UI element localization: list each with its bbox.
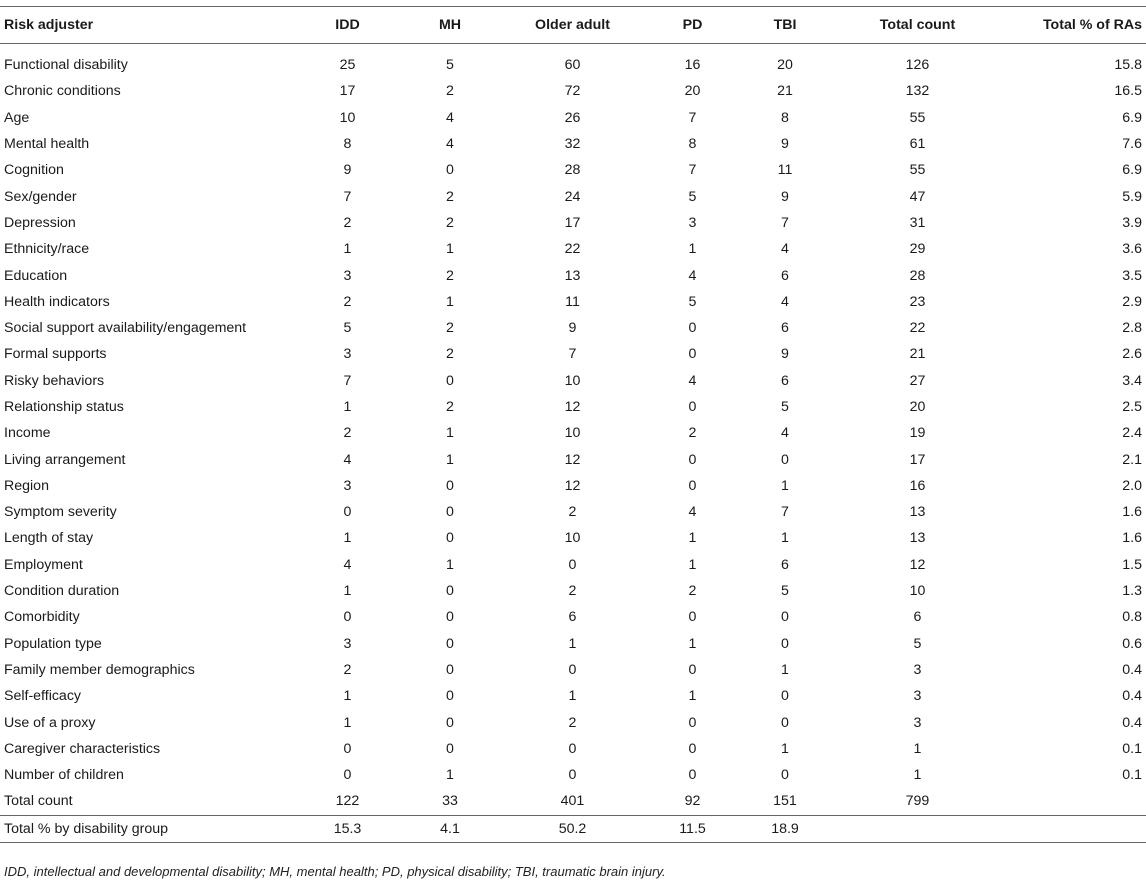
table-row	[0, 368, 1146, 394]
table-cell: 0	[446, 688, 454, 705]
table-cell: 31	[909, 214, 926, 231]
table-cell: 0	[781, 635, 789, 652]
table-cell: 20	[909, 399, 926, 415]
table-row	[0, 394, 1146, 420]
row-label: Total % by disability group	[4, 820, 169, 837]
table-cell: 0.4	[1122, 714, 1142, 731]
table-cell: 2.5	[1122, 399, 1142, 415]
table-cell: 5.9	[1122, 188, 1142, 205]
table-cell: 401	[560, 793, 585, 810]
table-cell: 4	[688, 372, 697, 389]
table-cell: 92	[684, 793, 701, 810]
table-cell: 0	[568, 740, 577, 757]
row-label: Self-efficacy	[4, 688, 82, 705]
table-cell	[835, 815, 1000, 842]
table-cell: 7	[568, 346, 577, 363]
table-cell: 0	[446, 583, 454, 600]
row-label: Ethnicity/race	[4, 241, 90, 258]
table-cell: 0	[688, 661, 697, 678]
table-cell: 3.6	[1122, 241, 1142, 258]
table-cell: 0	[688, 346, 697, 363]
table-cell: 122	[335, 793, 360, 810]
table-cell: 25	[339, 57, 356, 74]
table-cell: 32	[564, 136, 581, 153]
table-cell: 4	[343, 556, 352, 573]
table-cell: 0	[568, 556, 577, 573]
table-cell: 1	[446, 425, 454, 442]
table-cell: 4.1	[440, 820, 460, 837]
table-cell: 26	[564, 109, 581, 126]
table-cell: 6	[781, 556, 789, 573]
table-cell: 1	[781, 661, 789, 678]
table-cell: 0.6	[1122, 635, 1142, 652]
table-cell: 0	[688, 451, 697, 468]
table-cell: 0	[446, 740, 454, 757]
table-cell: 0	[688, 320, 697, 337]
table-cell: 1	[781, 530, 789, 547]
table-row	[0, 499, 1146, 525]
row-label: Risky behaviors	[4, 372, 105, 389]
table-row	[0, 44, 1146, 79]
table-cell: 1	[343, 530, 352, 547]
row-label: Employment	[4, 556, 83, 573]
row-label: Number of children	[4, 767, 124, 784]
table-cell: 1	[568, 635, 577, 652]
row-label: Age	[4, 109, 30, 126]
table-row	[0, 315, 1146, 341]
table-cell: 1	[343, 688, 352, 705]
table-cell: 7	[343, 372, 352, 389]
table-row	[0, 289, 1146, 315]
table-cell: 1.5	[1122, 556, 1142, 573]
row-label: Income	[4, 425, 51, 442]
table-row	[0, 183, 1146, 209]
table-cell: 1	[343, 583, 352, 600]
table-cell: 0	[781, 688, 789, 705]
table-cell: 0	[688, 399, 697, 415]
table-row	[0, 236, 1146, 262]
table-cell: 4	[343, 451, 352, 468]
table-cell: 11	[777, 162, 793, 179]
table-cell: 0	[688, 609, 697, 626]
table-cell: 28	[564, 162, 581, 179]
table-cell: 16.5	[1114, 83, 1142, 100]
table-cell: 7.6	[1122, 136, 1142, 153]
row-label: Length of stay	[4, 530, 94, 547]
table-row	[0, 815, 1146, 842]
table-cell: 0.8	[1122, 609, 1142, 626]
table-cell: 0	[688, 714, 697, 731]
table-cell: 50.2	[558, 820, 587, 837]
table-cell: 2	[446, 188, 454, 205]
table-cell: 2.1	[1122, 451, 1142, 468]
table-cell: 13	[564, 267, 581, 284]
table-cell: 1	[568, 688, 577, 705]
table-cell: 2.8	[1122, 320, 1142, 337]
row-label: Education	[4, 267, 68, 284]
table-cell: 9	[781, 346, 789, 363]
table-cell: 6.9	[1122, 109, 1142, 126]
table-cell: 0	[343, 740, 352, 757]
table-cell: 4	[688, 504, 697, 521]
table-cell: 1	[781, 477, 789, 494]
table-cell: 0	[568, 661, 577, 678]
table-cell: 13	[909, 504, 926, 521]
table-row	[0, 420, 1146, 446]
table-cell: 3	[343, 477, 352, 494]
row-label: Population type	[4, 635, 102, 652]
table-cell: 15.8	[1114, 57, 1142, 74]
column-header: TBI	[773, 17, 797, 33]
table-cell: 1	[913, 767, 922, 784]
table-cell: 0	[446, 477, 454, 494]
table-cell: 33	[442, 793, 458, 810]
table-cell: 151	[773, 793, 797, 810]
row-label: Comorbidity	[4, 609, 80, 626]
table-cell: 19	[909, 425, 926, 442]
table-cell: 23	[909, 293, 926, 310]
column-header: PD	[682, 17, 703, 33]
table-cell: 21	[909, 346, 926, 363]
table-cell: 0	[343, 767, 352, 784]
table-cell: 17	[909, 451, 926, 468]
table-cell: 0	[781, 609, 789, 626]
table-cell: 0	[446, 162, 454, 179]
table-cell: 47	[909, 188, 926, 205]
row-label: Health indicators	[4, 293, 110, 310]
table-cell: 2	[343, 661, 352, 678]
table-cell: 5	[688, 293, 697, 310]
table-cell: 9	[781, 188, 789, 205]
table-cell: 11	[565, 293, 580, 310]
table-cell: 3	[688, 214, 697, 231]
table-cell: 29	[909, 241, 926, 258]
table-cell: 1	[446, 556, 454, 573]
row-label: Formal supports	[4, 346, 107, 363]
table-cell: 1.6	[1122, 504, 1142, 521]
table-row	[0, 736, 1146, 762]
table-cell: 2	[343, 293, 352, 310]
table-cell: 3	[913, 714, 922, 731]
table-cell	[1000, 815, 1146, 842]
table-cell: 1	[446, 241, 454, 258]
table-row	[0, 631, 1146, 657]
table-cell: 0.1	[1122, 767, 1142, 784]
table-cell: 3.5	[1122, 267, 1142, 284]
table-cell: 24	[564, 188, 581, 205]
table-cell: 8	[781, 109, 789, 126]
table-cell: 2	[446, 83, 454, 100]
table-cell: 3	[343, 346, 352, 363]
table-cell: 0	[781, 714, 789, 731]
table-cell: 7	[688, 109, 697, 126]
table-cell: 15.3	[333, 820, 362, 837]
table-cell: 2	[343, 214, 352, 231]
column-header: Total count	[879, 17, 956, 33]
row-label: Family member demographics	[4, 661, 195, 678]
row-label: Symptom severity	[4, 504, 117, 521]
table-footnote: IDD, intellectual and developmental disability; MH, mental health; PD, physical disability; TBI, traumatic brain injury.	[4, 864, 666, 879]
table-cell: 55	[909, 109, 926, 126]
table-cell: 4	[781, 293, 789, 310]
table-cell: 10	[909, 583, 926, 600]
table-cell: 6	[568, 609, 577, 626]
table-cell: 0	[781, 767, 789, 784]
table-cell: 2	[568, 504, 577, 521]
table-row	[0, 525, 1146, 551]
table-cell: 60	[564, 57, 581, 74]
table-cell: 1.6	[1122, 530, 1142, 547]
table-row	[0, 788, 1146, 815]
row-label: Condition duration	[4, 583, 120, 600]
column-header: Risk adjuster	[4, 17, 94, 33]
table-cell: 27	[909, 372, 926, 389]
table-cell: 0	[688, 740, 697, 757]
row-label: Functional disability	[4, 57, 128, 74]
table-row	[0, 446, 1146, 472]
table-cell: 1	[688, 241, 697, 258]
table-cell: 16	[684, 57, 701, 74]
row-label: Cognition	[4, 162, 64, 179]
table-cell: 55	[909, 162, 926, 179]
table-cell: 22	[564, 241, 581, 258]
table-cell: 5	[446, 57, 454, 74]
row-label: Living arrangement	[4, 451, 126, 468]
table-row	[0, 210, 1146, 236]
table-cell: 1	[343, 241, 352, 258]
table-cell: 2	[568, 583, 577, 600]
table-cell: 17	[339, 83, 356, 100]
table-cell: 20	[777, 57, 793, 74]
table-cell: 2.9	[1122, 293, 1142, 310]
table-cell: 6	[781, 372, 789, 389]
table-row	[0, 683, 1146, 709]
row-label: Sex/gender	[4, 188, 77, 205]
column-header: MH	[438, 17, 462, 33]
table-cell: 6.9	[1122, 162, 1142, 179]
table-cell: 7	[781, 214, 789, 231]
table-cell: 2	[446, 346, 454, 363]
table-cell: 0.4	[1122, 688, 1142, 705]
table-cell: 9	[343, 162, 352, 179]
table-cell: 5	[343, 320, 352, 337]
table-cell: 2	[688, 583, 697, 600]
column-header: Older adult	[535, 17, 610, 33]
table-cell: 1	[688, 688, 697, 705]
table-cell: 3	[913, 688, 922, 705]
table-cell: 1	[913, 740, 922, 757]
table-cell: 16	[909, 477, 926, 494]
table-cell: 3.9	[1122, 214, 1142, 231]
table-cell: 2.0	[1122, 477, 1142, 494]
table-cell: 0	[446, 661, 454, 678]
table-cell: 2	[688, 425, 697, 442]
table-cell: 9	[781, 136, 789, 153]
table-cell: 2	[446, 320, 454, 337]
table-cell: 12	[564, 399, 581, 415]
table-cell: 28	[909, 267, 926, 284]
table-cell: 2	[446, 399, 454, 415]
table-row	[0, 604, 1146, 630]
table-cell: 0	[781, 451, 789, 468]
table-cell: 1	[688, 556, 697, 573]
table-cell: 2	[446, 214, 454, 231]
row-label: Caregiver characteristics	[4, 740, 161, 757]
table-row	[0, 341, 1146, 367]
table-cell: 2.4	[1122, 425, 1142, 442]
table-cell: 20	[684, 83, 701, 100]
table-cell: 0	[568, 767, 577, 784]
table-row	[0, 762, 1146, 788]
table-cell: 0	[446, 530, 454, 547]
table-cell: 13	[909, 530, 926, 547]
table-cell: 7	[781, 504, 789, 521]
table-cell: 11.5	[679, 820, 706, 837]
table-cell: 4	[781, 241, 789, 258]
table-cell: 17	[564, 214, 581, 231]
table-cell: 5	[781, 399, 789, 415]
table-cell: 799	[905, 793, 930, 810]
table-cell: 8	[343, 136, 352, 153]
table-cell: 5	[688, 188, 697, 205]
table-cell: 2	[446, 267, 454, 284]
table-row	[0, 709, 1146, 735]
table-cell: 10	[339, 109, 356, 126]
row-label: Chronic conditions	[4, 83, 121, 100]
header-row	[0, 7, 1146, 44]
table-cell: 1	[446, 451, 454, 468]
table-row	[0, 105, 1146, 131]
table-cell: 6	[781, 267, 789, 284]
table-cell: 1.3	[1122, 583, 1142, 600]
table-row	[0, 78, 1146, 104]
table-cell: 3.4	[1122, 372, 1142, 389]
row-label: Relationship status	[4, 399, 124, 415]
table-cell: 0.4	[1122, 661, 1142, 678]
table-cell: 10	[564, 530, 581, 547]
table-cell: 1	[688, 635, 697, 652]
column-header: Total % of RAs	[1042, 17, 1142, 33]
table-cell: 2.6	[1122, 346, 1142, 363]
table-cell: 9	[568, 320, 577, 337]
table-cell: 0	[343, 504, 352, 521]
table-cell: 3	[913, 661, 922, 678]
table-cell: 132	[905, 83, 930, 100]
table-cell: 1	[446, 767, 454, 784]
table-cell: 3	[343, 635, 352, 652]
table-cell: 0	[446, 714, 454, 731]
table-cell: 2	[343, 425, 352, 442]
row-label: Region	[4, 477, 49, 494]
table-cell: 0.1	[1122, 740, 1142, 757]
table-cell: 22	[909, 320, 926, 337]
table-cell	[1000, 788, 1146, 815]
table-cell: 5	[781, 583, 789, 600]
table-row	[0, 657, 1146, 683]
table-cell: 0	[688, 477, 697, 494]
table-cell: 7	[343, 188, 352, 205]
table-cell: 0	[446, 609, 454, 626]
table-header	[0, 7, 1146, 44]
table-cell: 3	[343, 267, 352, 284]
table-row	[0, 262, 1146, 288]
table-cell: 0	[446, 372, 454, 389]
table-cell: 126	[905, 57, 930, 74]
table-row	[0, 157, 1146, 183]
row-label: Depression	[4, 214, 76, 231]
table-cell: 5	[913, 635, 922, 652]
table-cell: 12	[564, 451, 581, 468]
table-body	[0, 44, 1146, 843]
table-cell: 4	[446, 109, 454, 126]
row-label: Total count	[4, 793, 73, 810]
table-cell: 7	[688, 162, 697, 179]
table-cell: 12	[564, 477, 581, 494]
table-cell: 0	[688, 767, 697, 784]
row-label: Mental health	[4, 136, 90, 153]
table-cell: 18.9	[771, 820, 799, 837]
table-row	[0, 473, 1146, 499]
table-cell: 0	[446, 504, 454, 521]
table-cell: 8	[688, 136, 697, 153]
table-cell: 10	[564, 372, 581, 389]
table-cell: 0	[446, 635, 454, 652]
table-row	[0, 131, 1146, 157]
table-cell: 1	[446, 293, 454, 310]
risk-adjuster-table	[0, 6, 1146, 843]
table-cell: 4	[446, 136, 454, 153]
table-cell: 21	[777, 83, 793, 100]
table-cell: 4	[781, 425, 789, 442]
table-cell: 10	[564, 425, 581, 442]
row-label: Social support availability/engagement	[4, 320, 247, 337]
table-cell: 1	[343, 399, 352, 415]
table-cell: 72	[564, 83, 581, 100]
table-row	[0, 552, 1146, 578]
table-cell: 1	[688, 530, 697, 547]
table-cell: 61	[909, 136, 926, 153]
table-cell: 1	[343, 714, 352, 731]
table-cell: 0	[343, 609, 352, 626]
row-label: Use of a proxy	[4, 714, 96, 731]
table-cell: 4	[688, 267, 697, 284]
table-cell: 6	[781, 320, 789, 337]
table-cell: 6	[913, 609, 922, 626]
table-cell: 1	[781, 740, 789, 757]
table-cell: 2	[568, 714, 577, 731]
table-cell: 12	[909, 556, 926, 573]
column-header: IDD	[335, 17, 360, 33]
table-row	[0, 578, 1146, 604]
